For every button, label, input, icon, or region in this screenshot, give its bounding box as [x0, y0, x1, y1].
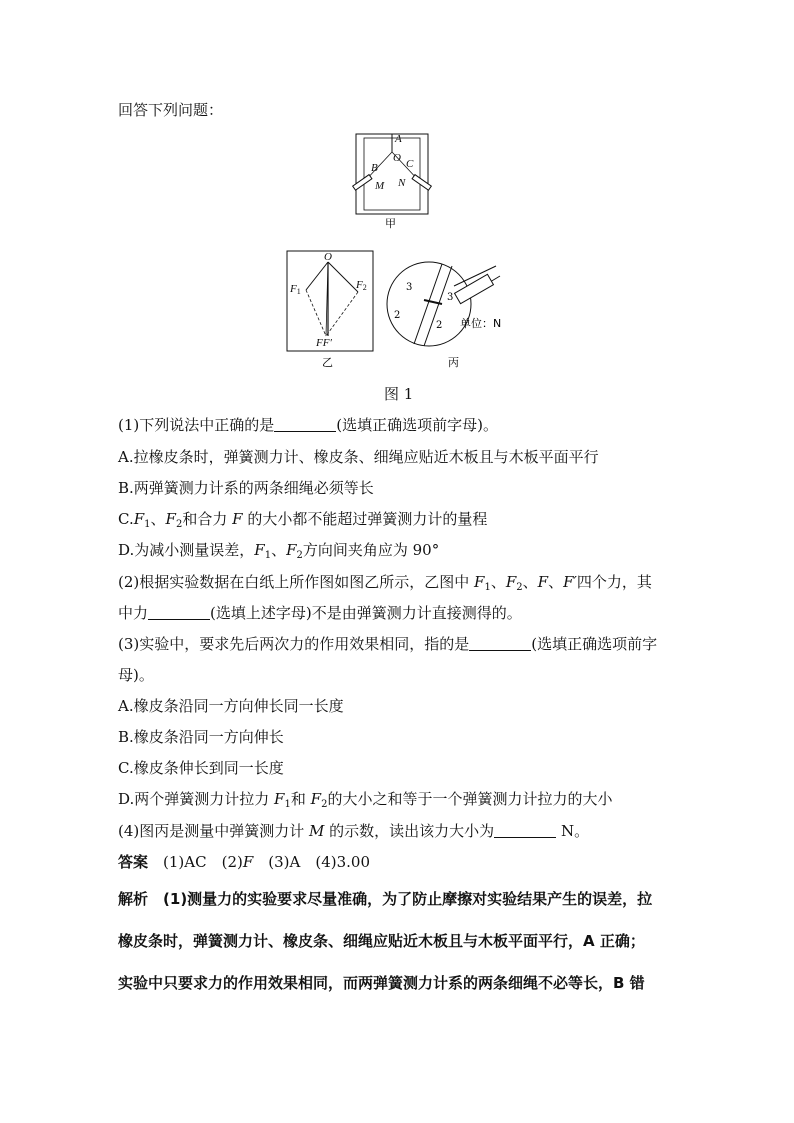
- q4-line: (4)图丙是测量中弹簧测力计 M 的示数，读出该力大小为 N。: [118, 822, 590, 840]
- figure-jia: [352, 130, 432, 230]
- figure-yi: [286, 250, 376, 370]
- analysis-line1: 解析 (1)测量力的实验要求尽量准确，为了防止摩擦对实验结果产生的误差，拉: [118, 890, 653, 908]
- q2-line1: (2)根据实验数据在白纸上所作图如图乙所示，乙图中 $F_1$、$F_2$、F、F′四个力，其: [118, 573, 652, 593]
- q1-option-d: D.为减小测量误差，$F_1$、$F_2$方向间夹角应为 90°: [118, 541, 440, 561]
- yi-label-o: O: [324, 251, 332, 263]
- q3-line1: (3)实验中，要求先后两次力的作用效果相同，指的是 (选填正确选项前字: [118, 635, 658, 653]
- q4-answer-blank: [494, 823, 556, 838]
- bing-unit: 单位：N: [460, 317, 502, 330]
- q1-stem: (1)下列说法中正确的是 (选填正确选项前字母)。: [118, 416, 498, 434]
- figure-bing: [384, 256, 514, 371]
- q1-option-c: $C.F_1$、$F_2$和合力 F 的大小都不能超过弹簧测力计的量程: [118, 510, 488, 530]
- answer-label: 答案: [118, 853, 149, 871]
- q1-answer-blank: [274, 417, 336, 432]
- analysis-line2: 橡皮条时，弹簧测力计、橡皮条、细绳应贴近木板且与木板平面平行，A 正确；: [118, 932, 645, 950]
- q3-answer-blank: [469, 636, 531, 651]
- q3-option-c: C.橡皮条伸长到同一长度: [118, 759, 284, 777]
- yi-label-f1: F1: [290, 283, 301, 296]
- bing-scale-1: 3: [406, 282, 413, 293]
- jia-label-a: A: [395, 133, 402, 145]
- q1-option-a: A.拉橡皮条时，弹簧测力计、橡皮条、细绳应贴近木板且与木板平面平行: [118, 448, 599, 466]
- intro-text: 回答下列问题：: [118, 101, 224, 119]
- yi-caption: 乙: [322, 356, 333, 369]
- jia-label-b: B: [371, 162, 378, 174]
- jia-label-n: N: [398, 177, 406, 189]
- bing-scale-4: 2: [436, 320, 443, 331]
- answer-line: 答案 (1)AC (2)F (3)A (4)3.00: [118, 853, 371, 871]
- bing-scale-2: 3: [447, 292, 454, 303]
- jia-label-c: C: [406, 158, 414, 170]
- figure-title: 图 1: [384, 385, 414, 403]
- yi-label-ff: FF′: [316, 337, 332, 349]
- jia-label-o: O: [393, 152, 401, 164]
- analysis-line3: 实验中只要求力的作用效果相同，而两弹簧测力计系的两条细绳不必等长，B 错: [118, 974, 645, 992]
- q3-option-a: A.橡皮条沿同一方向伸长同一长度: [118, 697, 344, 715]
- q3-option-d: D.两个弹簧测力计拉力 $F_1$和 $F_2$的大小之和等于一个弹簧测力计拉力的大小: [118, 790, 613, 810]
- bing-scale-3: 2: [394, 310, 401, 321]
- yi-label-f2: F2: [356, 279, 367, 292]
- q2-line2: 中力 (选填上述字母)不是由弹簧测力计直接测得的。: [118, 604, 522, 622]
- q1-option-b: B.两弹簧测力计系的两条细绳必须等长: [118, 479, 374, 497]
- bing-caption: 丙: [448, 356, 459, 369]
- q3-option-b: B.橡皮条沿同一方向伸长: [118, 728, 284, 746]
- jia-label-m: M: [375, 180, 385, 192]
- q2-answer-blank: [148, 605, 210, 620]
- jia-caption: 甲: [385, 217, 396, 230]
- analysis-label: 解析: [118, 890, 149, 908]
- q3-line2: 母)。: [118, 666, 154, 684]
